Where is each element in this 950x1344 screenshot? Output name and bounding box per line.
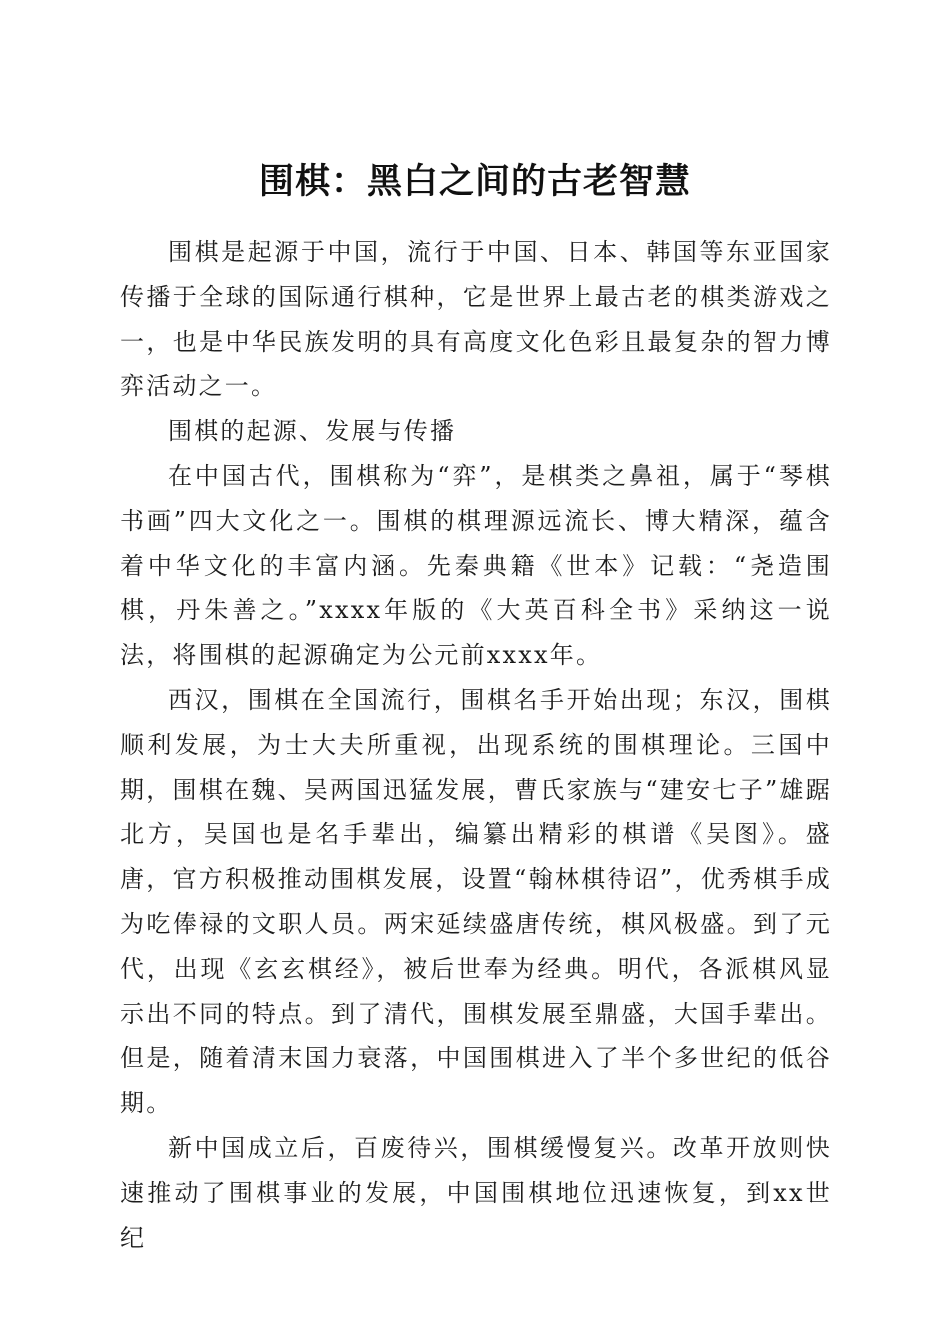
document-body <box>120 230 832 1260</box>
paragraph-modern: 新中国成立后，百废待兴，围棋缓慢复兴。改革开放则快速推动了围棋事业的发展，中国围棋地位迅速恢复，到xx世纪 <box>120 1133 832 1252</box>
document-title: 围棋：黑白之间的古老智慧 <box>258 161 691 203</box>
paragraph-intro: 围棋是起源于中国，流行于中国、日本、韩国等东亚国家传播于全球的国际通行棋种，它是世界上最古老的棋类游戏之一，也是中华民族发明的具有高度文化色彩且最复杂的智力博弈活动之一。 <box>120 238 832 401</box>
paragraph-origin: 在中国古代，围棋称为“弈”，是棋类之鼻祖，属于“琴棋书画”四大文化之一。围棋的棋理源远流长、博大精深，蕴含着中华文化的丰富内涵。先秦典籍《世本》记载：“尧造围棋，丹朱善之。”xxxx年版的《大英百科全书》采纳这一说法，将围棋的起源确定为公元前xxxx年。 <box>120 461 832 670</box>
paragraph-history: 西汉，围棋在全国流行，围棋名手开始出现；东汉，围棋顺利发展，为士大夫所重视，出现系统的围棋理论。三国中期，围棋在魏、吴两国迅猛发展，曹氏家族与“建安七子”雄踞北方，吴国也是名手辈出，编纂出精彩的棋谱《吴图》。盛唐，官方积极推动围棋发展，设置“翰林棋待诏”，优秀棋手成为吃俸禄的文职人员。两宋延续盛唐传统，棋风极盛。到了元代，出现《玄玄棋经》，被后世奉为经典。明代，各派棋风显示出不同的特点。到了清代，围棋发展至鼎盛，大国手辈出。但是，随着清末国力衰落，中国围棋进入了半个多世纪的低谷期。 <box>120 685 832 1118</box>
section-heading: 围棋的起源、发展与传播 <box>168 417 457 446</box>
